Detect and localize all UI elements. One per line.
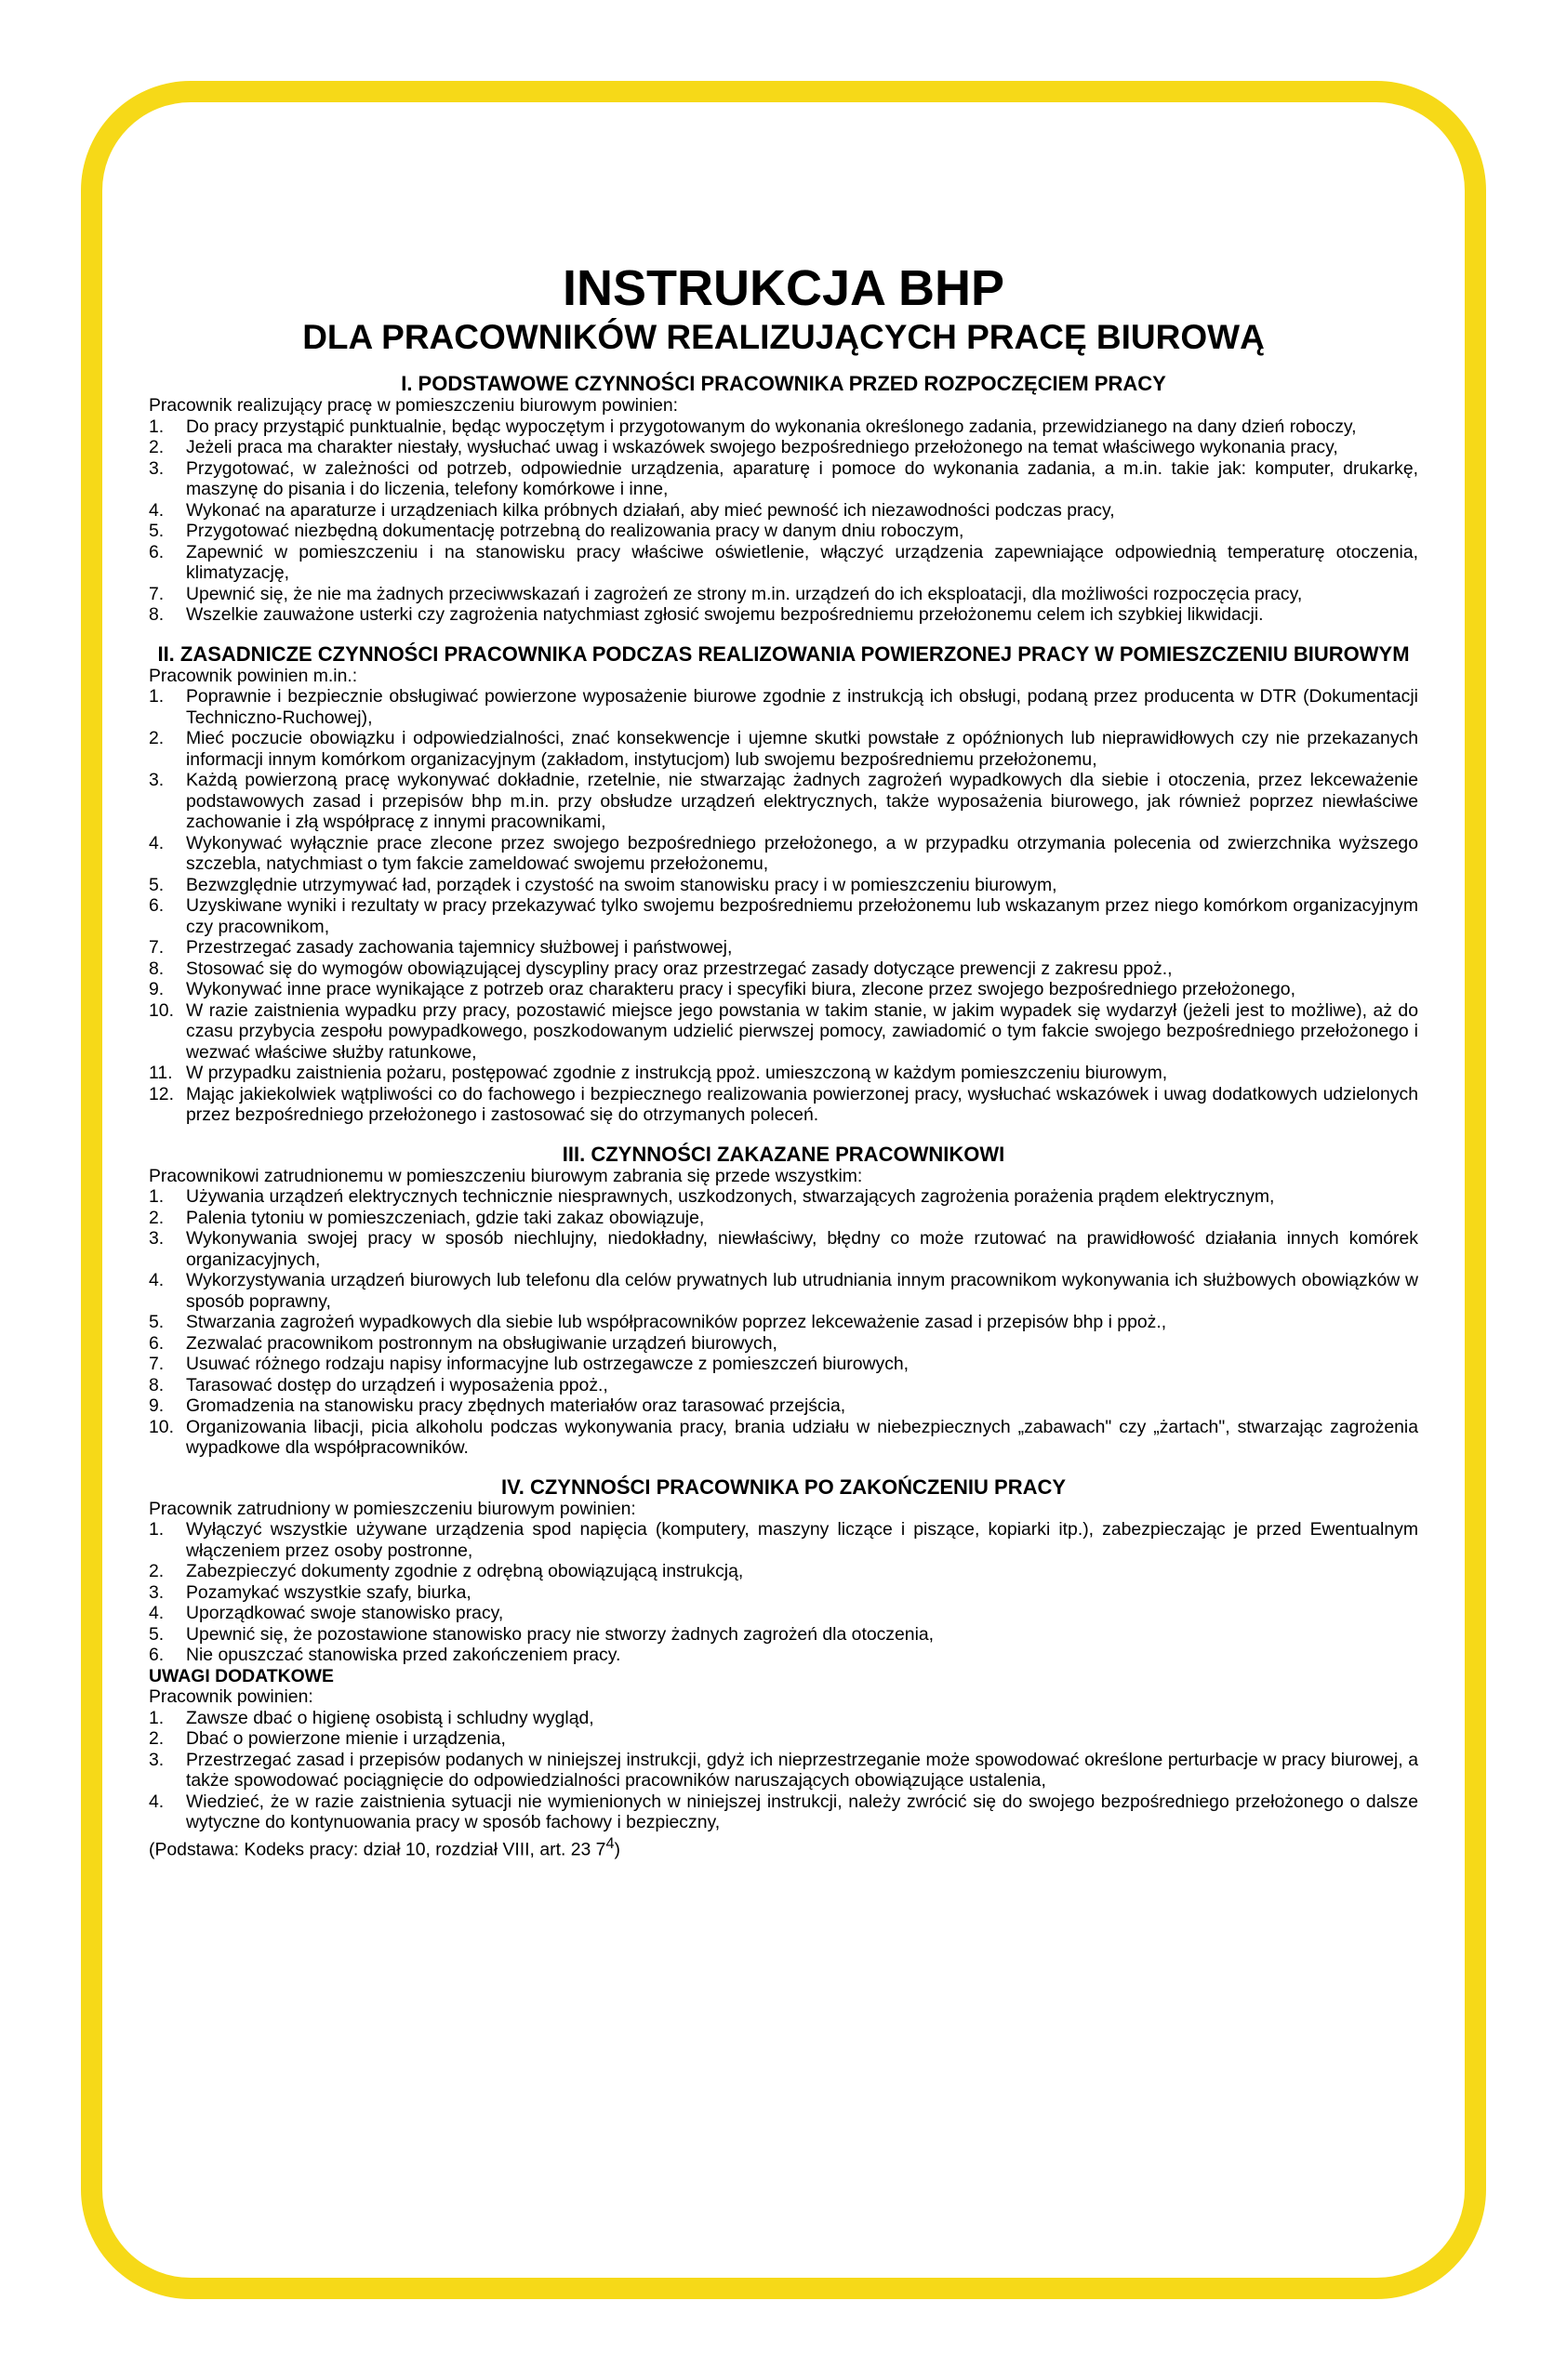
section-4-item-4: 4. Uporządkować swoje stanowisko pracy, [149, 1603, 504, 1623]
section-intro: Pracownik realizujący pracę w pomieszczeniu biurowym powinien: [149, 395, 679, 416]
section-2-item-2: 2. Mieć poczucie obowiązku i odpowiedzialności, znać konsekwencje i ujemne skutki powstałe z opóźnionych lub nieprawidłowych czy nie przekazanych informacji innym komórkom organizacyjnym (zakładom, instytucjom) lub swojemu bezpośredniemu przełożonemu, [149, 728, 1418, 770]
additional-item-3: 3. Przestrzegać zasad i przepisów podanych w niniejszej instrukcji, gdyż ich nieprzestrzeganie może spowodować określone perturbacje w pracy biurowej, a także spowodować pociągnięcie do odpowiedzialności pracowników naruszających obowiązujące ustalenia, [149, 1749, 1418, 1791]
additional-item-1: 1. Zawsze dbać o higienę osobistą i schludny wygląd, [149, 1707, 594, 1728]
additional-notes-intro: Pracownik powinien: [149, 1686, 313, 1707]
section-list [149, 416, 1418, 626]
section-2-item-1: 1. Poprawnie i bezpiecznie obsługiwać powierzone wyposażenie biurowe zgodnie z instrukcją ich obsługi, podaną przez producenta w DTR (Dokumentacji Techniczno-Ruchowej), [149, 686, 1418, 728]
section-4 [149, 1459, 1418, 1666]
section-1-item-6: 6. Zapewnić w pomieszczeniu i na stanowisku pracy właściwe oświetlenie, włączyć urządzenia zapewniające odpowiednią temperaturę otoczenia, klimatyzację, [149, 541, 1418, 583]
section-4-item-1: 1. Wyłączyć wszystkie używane urządzenia spod napięcia (komputery, maszyny liczące i piszące, kopiarki itp.), zabezpieczając je przed Ewentualnym włączeniem przez osoby postronne, [149, 1519, 1418, 1561]
additional-item-4: 4. Wiedzieć, że w razie zaistnienia sytuacji nie wymienionych w niniejszej instrukcji, należy zwrócić się do swojego bezpośredniego przełożonego o dalsze wytyczne do kontynuowania pracy w sposób fachowy i bezpieczny, [149, 1791, 1418, 1832]
section-4-item-6: 6. Nie opuszczać stanowiska przed zakończeniem pracy. [149, 1645, 621, 1665]
section-1-item-7: 7. Upewnić się, że nie ma żadnych przeciwwskazań i zagrożeń ze strony m.in. urządzeń do ich eksploatacji, dla możliwości rozpoczęcia pracy, [149, 583, 1303, 604]
section-2-item-12: 12. Mając jakiekolwiek wątpliwości co do fachowego i bezpiecznego realizowania powierzonej pracy, wysłuchać wskazówek i uwag dodatkowych udzielonych przez bezpośredniego przełożonego i zastosować się do otrzymanych poleceń. [149, 1083, 1418, 1125]
section-list [149, 1186, 1418, 1459]
section-2-item-3: 3. Każdą powierzoną pracę wykonywać dokładnie, rzetelnie, nie stwarzając żadnych zagrożeń wypadkowych dla siebie i otoczenia, przez lekceważenie podstawowych zasad i przepisów bhp m.in. przy obsłudze urządzeń elektrycznych, także wyposażenia biurowego, jak również poprzez niewłaściwe zachowanie i złą współpracę z innymi pracownikami, [149, 770, 1418, 832]
section-3-item-4: 4. Wykorzystywania urządzeń biurowych lub telefonu dla celów prywatnych lub utrudniania innym pracownikom wykonywania ich służbowych obowiązków w sposób poprawny, [149, 1270, 1418, 1312]
sections-container [149, 372, 1418, 1666]
section-3-item-5: 5. Stwarzania zagrożeń wypadkowych dla siebie lub współpracowników poprzez lekceważenie zasad i przepisów bhp i ppoż., [149, 1312, 1167, 1332]
section-4-item-5: 5. Upewnić się, że pozostawione stanowisko pracy nie stworzy żadnych zagrożeń dla otoczenia, [149, 1623, 935, 1645]
document-subtitle: DLA PRACOWNIKÓW REALIZUJĄCYCH PRACĘ BIUROWĄ [302, 318, 1265, 356]
section-3-item-9: 9. Gromadzenia na stanowisku pracy zbędnych materiałów oraz tarasować przejścia, [149, 1395, 846, 1416]
section-list [149, 1519, 1418, 1666]
section-2-item-10: 10. W razie zaistnienia wypadku przy pracy, pozostawić miejsce jego powstania w takim stanie, w jakim wypadek się wydarzył (jeżeli jest to możliwe), aż do czasu przybycia zespołu powypadkowego, poszkodowanym udzielić pierwszej pomocy, zawiadomić o tym fakcie swojego bezpośredniego przełożonego i wezwać właściwe służby ratunkowe, [149, 999, 1418, 1063]
section-3-item-10: 10. Organizowania libacji, picia alkoholu podczas wykonywania pracy, brania udziału w niebezpiecznych „zabawach" czy „żartach", stwarzając zagrożenia wypadkowe dla współpracowników. [149, 1416, 1418, 1458]
section-2-item-5: 5. Bezwzględnie utrzymywać ład, porządek i czystość na swoim stanowisku pracy i w pomieszczeniu biurowym, [149, 874, 1057, 895]
section-2-item-11: 11. W przypadku zaistnienia pożaru, postępować zgodnie z instrukcją ppoż. umieszczoną w każdym pomieszczeniu biurowym, [149, 1063, 1168, 1083]
section-1-item-1: 1. Do pracy przystąpić punktualnie, będąc wypoczętym i przygotowanym do wykonania określonego zadania, przewidzianego na dany dzień roboczy, [149, 416, 1357, 437]
section-list [149, 686, 1418, 1126]
section-heading: III. CZYNNOŚCI ZAKAZANE PRACOWNIKOWI [562, 1142, 1005, 1166]
section-3-item-3: 3. Wykonywania swojej pracy w sposób niechlujny, niedokładny, niewłaściwy, błędny co może rzutować na prawidłowość działania innych komórek organizacyjnych, [149, 1228, 1418, 1270]
section-1-item-3: 3. Przygotować, w zależności od potrzeb, odpowiednie urządzenia, aparaturę i pomoce do wykonania zadania, a m.in. takie jak: komputer, drukarkę, maszynę do pisania i do liczenia, telefony komórkowe i inne, [149, 457, 1418, 499]
document-title: INSTRUKCJA BHP [562, 260, 1005, 316]
section-2 [149, 626, 1418, 1126]
section-intro: Pracownik powinien m.in.: [149, 665, 358, 686]
section-1-item-5: 5. Przygotować niezbędną dokumentację potrzebną do realizowania pracy w danym dniu roboczym, [149, 521, 964, 541]
section-2-item-4: 4. Wykonywać wyłącznie prace zlecone przez swojego bezpośredniego przełożonego, a w przypadku otrzymania polecenia od zwierzchnika wyższego szczebla, natychmiast o tym fakcie zameldować swojemu przełożonemu, [149, 832, 1418, 874]
additional-item-2: 2. Dbać o powierzone mienie i urządzenia, [149, 1728, 506, 1749]
section-4-item-2: 2. Zabezpieczyć dokumenty zgodnie z odrębną obowiązującą instrukcją, [149, 1561, 744, 1581]
section-1-item-8: 8. Wszelkie zauważone usterki czy zagrożenia natychmiast zgłosić swojemu bezpośredniemu przełożonemu celem ich szybkiej likwidacji. [149, 604, 1264, 625]
section-2-item-6: 6. Uzyskiwane wyniki i rezultaty w pracy przekazywać tylko swojemu bezpośredniemu przełożonemu lub wskazanym przez niego komórkom organizacyjnym czy pracownikom, [149, 895, 1418, 937]
legal-basis-footer: (Podstawa: Kodeks pracy: dział 10, rozdział VIII, art. 23 $7^4$) [149, 1834, 620, 1859]
section-1 [149, 372, 1418, 626]
additional-notes-heading: UWAGI DODATKOWE [149, 1665, 334, 1686]
section-3 [149, 1126, 1418, 1459]
section-3-item-1: 1. Używania urządzeń elektrycznych technicznie niesprawnych, uszkodzonych, stwarzających zagrożenia porażenia prądem elektrycznym, [149, 1186, 1275, 1207]
section-3-item-2: 2. Palenia tytoniu w pomieszczeniach, gdzie taki zakaz obowiązuje, [149, 1207, 705, 1228]
section-heading: IV. CZYNNOŚCI PRACOWNIKA PO ZAKOŃCZENIU PRACY [500, 1474, 1067, 1499]
section-intro: Pracownikowi zatrudnionemu w pomieszczeniu biurowym zabrania się przede wszystkim: [149, 1165, 863, 1186]
instruction-document [149, 260, 1418, 1859]
section-1-item-4: 4. Wykonać na aparaturze i urządzeniach kilka próbnych działań, aby mieć pewność ich niezawodności podczas pracy, [149, 499, 1115, 521]
section-heading: I. PODSTAWOWE CZYNNOŚCI PRACOWNIKA PRZED ROZPOCZĘCIEM PRACY [401, 372, 1166, 395]
section-3-item-7: 7. Usuwać różnego rodzaju napisy informacyjne lub ostrzegawcze z pomieszczeń biurowych, [149, 1354, 910, 1374]
section-3-item-8: 8. Tarasować dostęp do urządzeń i wyposażenia ppoż., [149, 1374, 608, 1395]
section-heading: II. ZASADNICZE CZYNNOŚCI PRACOWNIKA PODCZAS REALIZOWANIA POWIERZONEJ PRACY W POMIESZCZENIU BIUROWYM [157, 641, 1410, 666]
section-intro: Pracownik zatrudniony w pomieszczeniu biurowym powinien: [149, 1498, 636, 1519]
section-2-item-7: 7. Przestrzegać zasady zachowania tajemnicy służbowej i państwowej, [149, 937, 733, 958]
additional-notes-list [149, 1708, 1418, 1833]
section-4-item-3: 3. Pozamykać wszystkie szafy, biurka, [149, 1581, 471, 1603]
section-1-item-2: 2. Jeżeli praca ma charakter niestały, wysłuchać uwag i wskazówek swojego bezpośredniego przełożonego na temat właściwego wykonania pracy, [149, 437, 1338, 457]
section-3-item-6: 6. Zezwalać pracownikom postronnym na obsługiwanie urządzeń biurowych, [149, 1332, 777, 1354]
section-2-item-9: 9. Wykonywać inne prace wynikające z potrzeb oraz charakteru pracy i specyfiki biura, zlecone przez swojego bezpośredniego przełożonego, [149, 979, 1295, 999]
section-2-item-8: 8. Stosować się do wymogów obowiązującej dyscypliny pracy oraz przestrzegać zasady dotyczące prewencji z zakresu ppoż., [149, 958, 1173, 979]
